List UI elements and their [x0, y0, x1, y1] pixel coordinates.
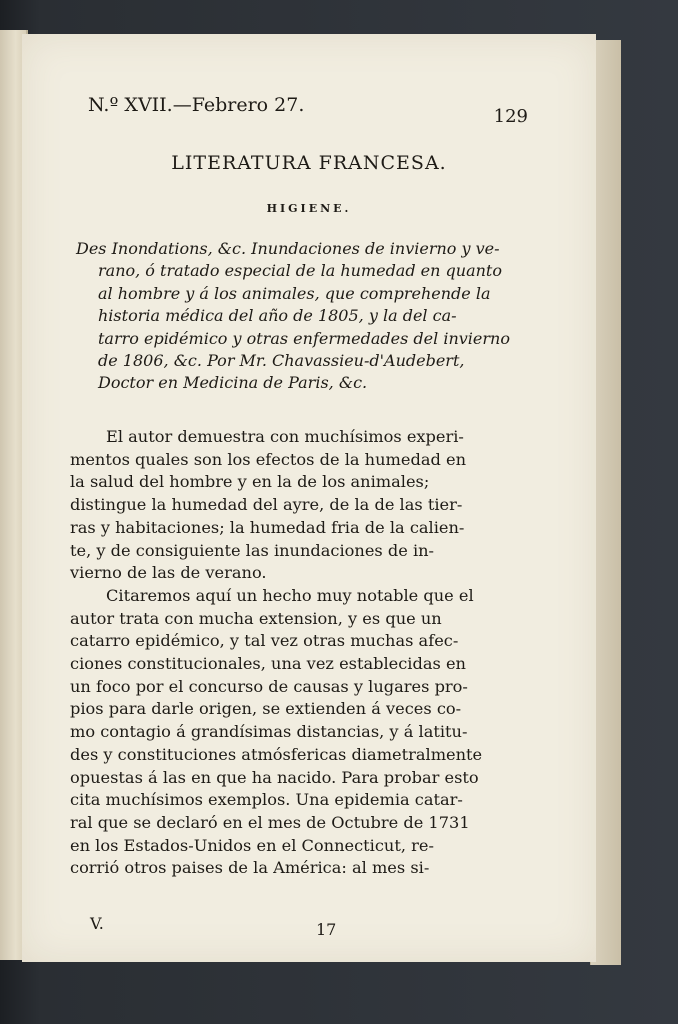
paragraph-line: pios para darle origen, se extienden á veces co-	[70, 699, 462, 719]
paragraph-line: des y constituciones atmósfericas diametralmente	[70, 744, 483, 764]
paragraph-line: te, y de consiguiente las inundaciones de in-	[70, 540, 435, 560]
paragraph-line: un foco por el concurso de causas y lugares pro-	[70, 676, 468, 696]
citation-line: al hombre y á los animales, que comprehende la	[98, 283, 491, 303]
paragraph-line: mo contagio á grandísimas distancias, y á latitu-	[70, 722, 468, 742]
citation-line: Doctor en Medicina de Paris, &c.	[98, 373, 368, 393]
paragraph-line: El autor demuestra con muchísimos experi-	[106, 427, 464, 446]
page-number: 129	[493, 106, 528, 127]
paragraph-line: corrió otros paises de la América: al mes si-	[70, 858, 430, 878]
section-title: LITERATURA FRANCESA.	[171, 152, 447, 174]
book-citation	[76, 238, 526, 395]
running-header	[88, 94, 528, 127]
article-body	[70, 426, 526, 880]
paragraph-line: opuestas á las en que ha nacido. Para probar esto	[70, 767, 479, 787]
citation-line: Des Inondations, &c. Inundaciones de invierno y ve-	[76, 239, 500, 258]
paragraph-line: Citaremos aquí un hecho muy notable que el	[106, 585, 474, 605]
paragraph-line: distingue la humedad del ayre, de la de las tier-	[70, 495, 463, 515]
book-page	[22, 34, 596, 962]
citation-line: de 1806, &c. Por Mr. Chavassieu-d'Audebert,	[98, 351, 465, 371]
paragraph-line: ras y habitaciones; la humedad fria de la calien-	[70, 517, 465, 537]
paragraph-line: catarro epidémico, y tal vez otras muchas afec-	[70, 631, 459, 651]
paragraph-line: autor trata con mucha extension, y es que un	[70, 608, 442, 628]
issue-heading: N.º XVII.—Febrero 27.	[88, 94, 305, 116]
paragraph-line: cita muchísimos exemplos. Una epidemia catar-	[70, 790, 463, 810]
citation-line: tarro epidémico y otras enfermedades del invierno	[98, 328, 510, 348]
citation-line: rano, ó tratado especial de la humedad en quanto	[98, 261, 502, 281]
subsection-title: HIGIENE.	[266, 202, 352, 215]
paragraph-line: ciones constitucionales, una vez establecidas en	[70, 654, 466, 674]
paragraph-line: ral que se declaró en el mes de Octubre de 1731	[70, 812, 470, 832]
sheet-number: 17	[316, 920, 337, 939]
signature-mark: V.	[90, 914, 104, 933]
paragraph-line: en los Estados-Unidos en el Connecticut, re-	[70, 835, 434, 855]
citation-line: historia médica del año de 1805, y la del ca-	[98, 306, 457, 326]
paragraph-line: la salud del hombre y en la de los animales;	[70, 472, 430, 492]
paragraph-line: vierno de las de verano.	[70, 563, 267, 583]
paragraph-line: mentos quales son los efectos de la humedad en	[70, 449, 466, 469]
